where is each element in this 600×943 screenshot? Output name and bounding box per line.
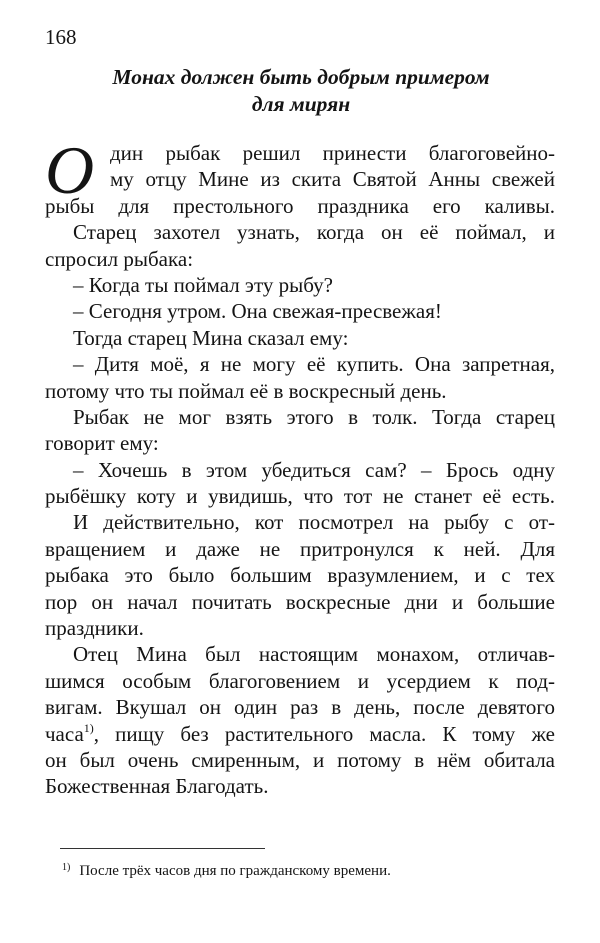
- chapter-title-line-2: для мирян: [251, 92, 351, 116]
- drop-cap: О: [45, 132, 95, 208]
- text-line: спросил рыбака:: [45, 246, 194, 271]
- footnote-divider: [60, 848, 265, 849]
- footnote-mark: 1): [62, 862, 71, 873]
- text-line: рыбёшку коту и увидишь, что тот не станет её есть.: [45, 484, 555, 509]
- text-line: Рыбак не мог взять этого в толк. Тогда старец: [73, 404, 555, 429]
- text-line: вигам. Вкушал он один раз в день, после девятого: [45, 695, 555, 720]
- text-line: потому что ты поймал её в воскресный день.: [45, 378, 447, 403]
- text-line: Старец захотел узнать, когда он её поймал, и: [73, 220, 555, 245]
- text-line: му отцу Мине из скита Святой Анны свежей: [110, 167, 555, 192]
- dialogue-line: – Когда ты поймал эту рыбу?: [73, 272, 333, 297]
- chapter-title: [60, 64, 542, 118]
- dialogue-line: – Сегодня утром. Она свежая-пресвежая!: [73, 299, 442, 324]
- text-line: рыбака это было большим вразумлением, и с тех: [45, 563, 555, 588]
- text-line: Отец Мина был настоящим монахом, отличав-: [73, 642, 555, 667]
- paragraph-1: [45, 132, 555, 219]
- paragraph-5: [45, 457, 555, 510]
- paragraph-3: [45, 351, 555, 404]
- footnote: [62, 862, 391, 881]
- text-line: вращением и даже не притронулся к ней. Для: [45, 536, 555, 561]
- chapter-title-line-1: Монах должен быть добрым примером: [112, 65, 490, 89]
- text-line: рыбы для престольного праздника его каливы.: [45, 193, 555, 218]
- text-line: И действительно, кот посмотрел на рыбу с от-: [73, 510, 555, 535]
- text-line-with-footnote: часа$^{1)}$, пищу без растительного масла. К тому же: [45, 720, 555, 746]
- text-line: шимся особым благоговением и усердием к под-: [45, 668, 555, 693]
- paragraph-6: [45, 509, 555, 641]
- footnote-reference: 1): [83, 720, 94, 735]
- paragraph-2: [45, 219, 555, 272]
- page-number: 168: [45, 25, 77, 49]
- text-line: говорит ему:: [45, 431, 159, 456]
- paragraph-4: [45, 404, 555, 457]
- body-text: [45, 132, 555, 800]
- dialogue-line: – Дитя моё, я не могу её купить. Она запретная,: [73, 352, 555, 377]
- footnote-text: После трёх часов дня по гражданскому времени.: [79, 863, 391, 879]
- text-line: Божественная Благодать.: [45, 774, 269, 799]
- paragraph-7: [45, 641, 555, 799]
- dialogue-line: – Хочешь в этом убедиться сам? – Брось одну: [73, 457, 555, 482]
- text-line: пор он начал почитать воскресные дни и большие: [45, 589, 555, 614]
- text-line: дин рыбак решил принести благоговейно-: [110, 141, 555, 165]
- text-line: Тогда старец Мина сказал ему:: [73, 325, 349, 350]
- text-line: он был очень смиренным, и потому в нём обитала: [45, 747, 555, 772]
- text-line: праздники.: [45, 616, 144, 641]
